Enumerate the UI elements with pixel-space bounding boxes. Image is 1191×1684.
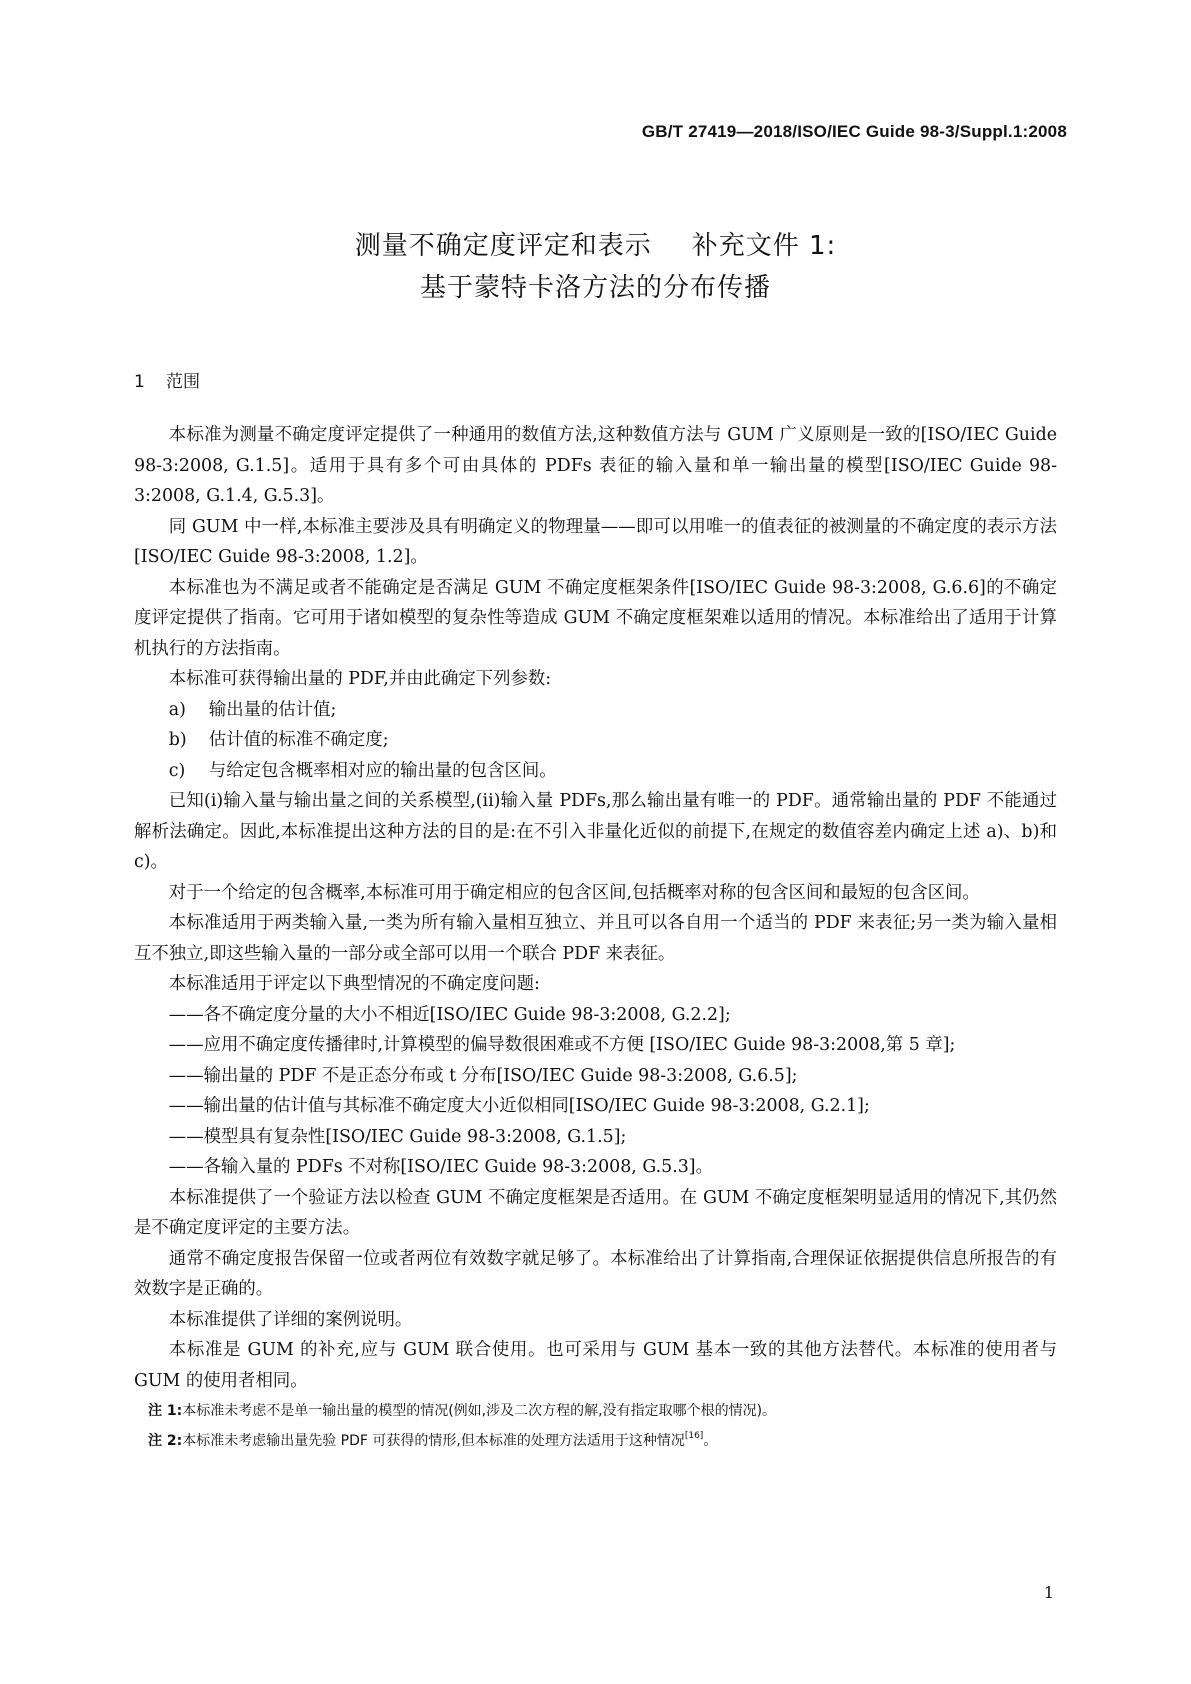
paragraph: 本标准适用于两类输入量,一类为所有输入量相互独立、并且可以各自用一个适当的 PDF 来表征;另一类为输入量相互不独立,即这些输入量的一部分或全部可以用一个联合 PDF 来表征。 [134, 913, 1057, 964]
page-number: 1 [1043, 1583, 1054, 1602]
title-line-2: 基于蒙特卡洛方法的分布传播 [419, 273, 771, 303]
dash-item: ——应用不确定度传播律时,计算模型的偏导数很困难或不方便 [ISO/IEC Guide 98-3:2008,第 5 章]; [168, 1035, 956, 1055]
paragraph: 本标准是 GUM 的补充,应与 GUM 联合使用。也可采用与 GUM 基本一致的其他方法替代。本标准的使用者与 GUM 的使用者相同。 [134, 1340, 1057, 1391]
dash-item: ——模型具有复杂性[ISO/IEC Guide 98-3:2008, G.1.5]; [168, 1126, 627, 1147]
note-text: 本标准未考虑输出量先验 PDF 可获得的情形,但本标准的处理方法适用于这种情况 [182, 1433, 685, 1449]
note-label: 注 2: [148, 1433, 183, 1449]
body-text [134, 420, 1057, 1456]
note-text: 本标准未考虑不是单一输出量的模型的情况(例如,涉及二次方程的解,没有指定取哪个根的情况)。 [182, 1403, 777, 1419]
note-1 [134, 1396, 1057, 1426]
list-text: 输出量的估计值; [208, 699, 337, 720]
paragraph: 同 GUM 中一样,本标准主要涉及具有明确定义的物理量——即可以用唯一的值表征的被测量的不确定度的表示方法[ISO/IEC Guide 98-3:2008, 1.2]。 [134, 516, 1057, 567]
list-item [134, 695, 1057, 726]
paragraph: 本标准提供了一个验证方法以检查 GUM 不确定度框架是否适用。在 GUM 不确定度框架明显适用的情况下,其仍然是不确定度评定的主要方法。 [134, 1187, 1057, 1238]
list-text: 估计值的标准不确定度; [208, 730, 389, 750]
list-item [134, 756, 1057, 787]
dash-item: ——输出量的 PDF 不是正态分布或 t 分布[ISO/IEC Guide 98-3:2008, G.6.5]; [168, 1065, 798, 1086]
dash-item: ——各不确定度分量的大小不相近[ISO/IEC Guide 98-3:2008, G.2.2]; [168, 1004, 731, 1025]
reference-marker: [16] [684, 1431, 704, 1441]
title-main: 测量不确定度评定和表示 [354, 231, 652, 261]
list-label: b) [168, 730, 187, 750]
paragraph: 本标准提供了详细的案例说明。 [168, 1309, 413, 1330]
document-title [0, 225, 1191, 309]
title-line-1 [0, 225, 1191, 267]
paragraph: 本标准为测量不确定度评定提供了一种通用的数值方法,这种数值方法与 GUM 广义原则是一致的[ISO/IEC Guide 98-3:2008, G.1.5]。适用于具有多个可由具体的 PDFs 表征的输入量和单一输出量的模型[ISO/IEC Guide 98-3:2008, G.1.4, G.5.3]。 [134, 425, 1057, 506]
note-end: 。 [703, 1433, 718, 1449]
dash-item: ——各输入量的 PDFs 不对称[ISO/IEC Guide 98-3:2008, G.5.3]。 [168, 1157, 713, 1177]
section-title: 范围 [166, 372, 200, 392]
title-supplement: 补充文件 1: [691, 231, 837, 261]
section-heading [134, 367, 200, 392]
section-number: 1 [134, 372, 145, 392]
list-text: 与给定包含概率相对应的输出量的包含区间。 [208, 760, 557, 781]
paragraph: 本标准也为不满足或者不能确定是否满足 GUM 不确定度框架条件[ISO/IEC Guide 98-3:2008, G.6.6]的不确定度评定提供了指南。它可用于诸如模型的复杂性等造成 GUM 不确定度框架难以适用的情况。本标准给出了适用于计算机执行的方法指南。 [134, 577, 1057, 659]
paragraph: 已知(i)输入量与输出量之间的关系模型,(ii)输入量 PDFs,那么输出量有唯一的 PDF。通常输出量的 PDF 不能通过解析法确定。因此,本标准提出这种方法的目的是:在不引入非量化近似的前提下,在规定的数值容差内确定上述 a)、b)和 c)。 [134, 791, 1057, 872]
list-label: c) [168, 760, 186, 781]
note-2 [134, 1426, 1057, 1456]
paragraph: 对于一个给定的包含概率,本标准可用于确定相应的包含区间,包括概率对称的包含区间和最短的包含区间。 [168, 882, 980, 903]
paragraph: 本标准可获得输出量的 PDF,并由此确定下列参数: [168, 669, 552, 689]
paragraph: 本标准适用于评定以下典型情况的不确定度问题: [168, 974, 540, 994]
paragraph: 通常不确定度报告保留一位或者两位有效数字就足够了。本标准给出了计算指南,合理保证依据提供信息所报告的有效数字是正确的。 [134, 1248, 1057, 1299]
list-item [134, 725, 1057, 756]
dash-item: ——输出量的估计值与其标准不确定度大小近似相同[ISO/IEC Guide 98-3:2008, G.2.1]; [168, 1096, 870, 1116]
list-label: a) [168, 699, 186, 720]
standard-number: GB/T 27419—2018/ISO/IEC Guide 98-3/Suppl.1:2008 [641, 122, 1067, 141]
note-label: 注 1: [148, 1403, 183, 1419]
